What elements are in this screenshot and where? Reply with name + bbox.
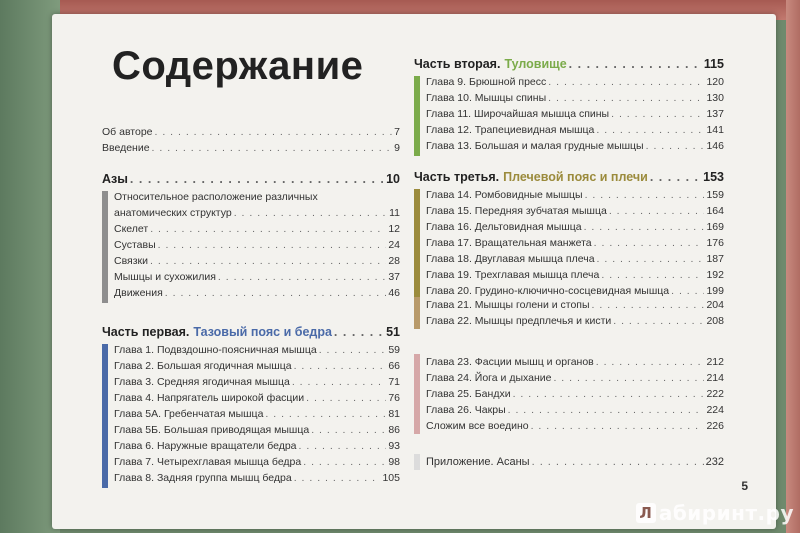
chapter-list [114,342,400,486]
toc-entry[interactable]: Глава 26. Чакры . . . 224 [426,402,724,418]
green-background [0,0,60,533]
toc-entry[interactable]: Глава 11. Широчайшая мышца спины . . . 137 [426,106,724,122]
section-color-bar [414,354,420,434]
chapter-list [426,74,724,154]
integration-section [414,354,724,434]
appendix-section [414,454,724,470]
watermark-text: абиринт.ру [658,501,794,525]
limbs-section [414,297,724,329]
toc-entry[interactable]: Связки . . . 28 [114,253,400,269]
section-color-bar [414,297,420,329]
toc-entry[interactable]: Глава 19. Трехглавая мышца плеча . . . 192 [426,267,724,283]
page-number: 5 [741,479,748,493]
toc-entry[interactable]: Глава 20. Грудино-ключично-сосцевидная мышца . . . 199 [426,283,724,299]
section-heading[interactable]: Азы . . . 10 [102,169,400,189]
toc-entry[interactable]: Суставы . . . 24 [114,237,400,253]
toc-entry[interactable]: Глава 10. Мышцы спины . . . 130 [426,90,724,106]
section-color-bar [414,76,420,156]
toc-entry[interactable]: Глава 5Б. Большая приводящая мышца . . . 86 [114,422,400,438]
chapter-list [114,189,400,301]
part1-section [102,322,400,486]
toc-entry[interactable]: Глава 16. Дельтовидная мышца . . . 169 [426,219,724,235]
toc-entry[interactable]: Глава 24. Йога и дыхание . . . 214 [426,370,724,386]
part2-section [414,54,724,154]
toc-entry[interactable]: Глава 21. Мышцы голени и стопы . . . 204 [426,297,724,313]
toc-entry[interactable]: Глава 2. Большая ягодичная мышца . . . 66 [114,358,400,374]
toc-entry[interactable]: Приложение. Асаны . . . 232 [426,454,724,470]
toc-entry[interactable]: Относительное расположение различных [114,191,318,203]
section-subtitle: Плечевой пояс и плечи [503,170,648,184]
toc-entry[interactable]: Скелет . . . 12 [114,221,400,237]
chapter-list [426,187,724,299]
contents-page [52,14,776,529]
toc-entry[interactable]: Об авторе . . . 7 [102,124,400,140]
toc-entry[interactable]: Глава 14. Ромбовидные мышцы . . . 159 [426,187,724,203]
toc-entry[interactable]: Глава 15. Передняя зубчатая мышца . . . 164 [426,203,724,219]
watermark [636,501,794,525]
toc-entry[interactable]: Введение . . . 9 [102,140,400,156]
toc-entry[interactable]: Мышцы и сухожилия . . . 37 [114,269,400,285]
section-heading[interactable]: Часть первая. Тазовый пояс и бедра . . . 51 [102,322,400,342]
toc-entry[interactable]: Глава 5А. Гребенчатая мышца . . . 81 [114,406,400,422]
toc-entry[interactable]: Глава 7. Четырехглавая мышца бедра . . . 98 [114,454,400,470]
toc-entry[interactable]: Глава 25. Бандхи . . . 222 [426,386,724,402]
toc-entry[interactable]: Глава 23. Фасции мышц и органов . . . 212 [426,354,724,370]
basics-section [102,169,400,301]
toc-entry[interactable]: Глава 6. Наружные вращатели бедра . . . 93 [114,438,400,454]
cover-edge-right [786,0,800,533]
toc-entry[interactable]: Глава 1. Подвздошно-поясничная мышца . . . 59 [114,342,400,358]
part3-section [414,167,724,299]
toc-entry[interactable]: Глава 13. Большая и малая грудные мышцы . . . 146 [426,138,724,154]
page-title: Содержание [112,44,364,88]
chapter-list [426,454,724,470]
intro-list [102,124,400,156]
toc-entry[interactable]: анатомических структур . . . 11 [114,205,400,221]
toc-entry[interactable]: Глава 4. Напрягатель широкой фасции . . . 76 [114,390,400,406]
toc-entry[interactable]: Глава 22. Мышцы предплечья и кисти . . . 208 [426,313,724,329]
section-color-bar [414,189,420,301]
labirint-logo-icon: Л [636,503,656,523]
toc-entry[interactable]: Сложим все воедино . . . 226 [426,418,724,434]
toc-entry[interactable]: Глава 18. Двуглавая мышца плеча . . . 187 [426,251,724,267]
section-heading[interactable]: Часть вторая. Туловище . . . 115 [414,54,724,74]
toc-entry[interactable]: Движения . . . 46 [114,285,400,301]
section-color-bar [102,344,108,488]
toc-entry[interactable]: Глава 8. Задняя группа мышц бедра . . . 105 [114,470,400,486]
toc-entry[interactable]: Глава 3. Средняя ягодичная мышца . . . 71 [114,374,400,390]
toc-entry[interactable]: Глава 9. Брюшной пресс . . . 120 [426,74,724,90]
section-subtitle: Туловище [504,57,567,71]
section-color-bar [414,454,420,470]
section-subtitle: Тазовый пояс и бедра [193,325,332,339]
toc-entry[interactable]: Глава 17. Вращательная манжета . . . 176 [426,235,724,251]
section-heading[interactable]: Часть третья. Плечевой пояс и плечи . . . 153 [414,167,724,187]
chapter-list [426,297,724,329]
toc-entry[interactable]: Глава 12. Трапециевидная мышца . . . 141 [426,122,724,138]
section-color-bar [102,191,108,303]
chapter-list [426,354,724,434]
